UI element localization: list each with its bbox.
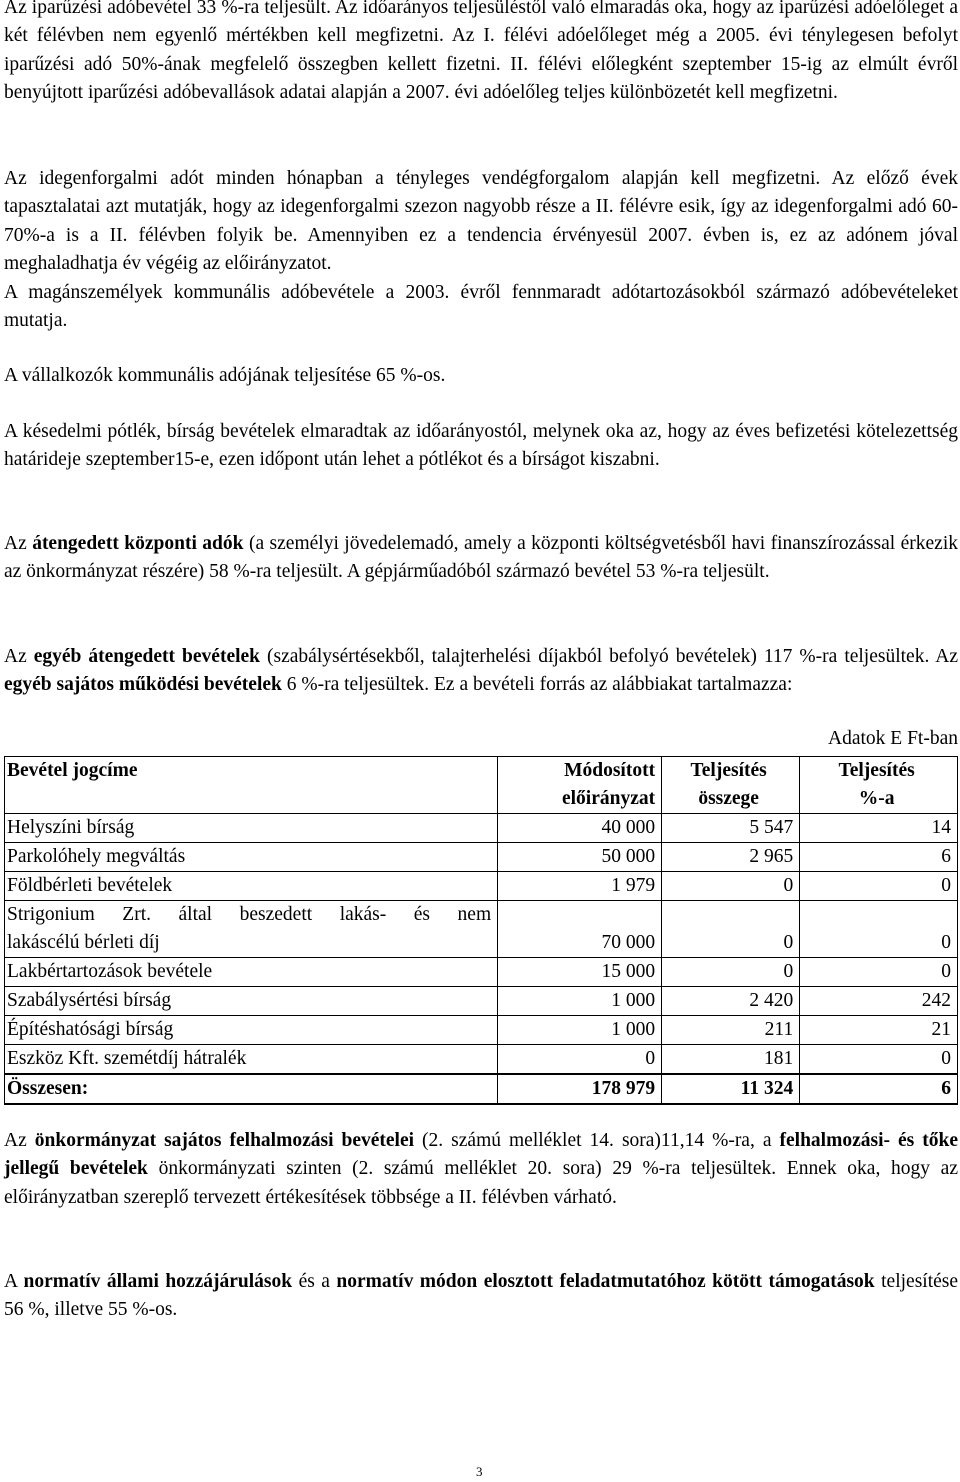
- paragraph-felhalmozasi-bevetelek: [4, 1127, 958, 1212]
- cell-percent: 6: [800, 843, 958, 872]
- cell-modified: 0: [498, 1045, 662, 1075]
- paragraph-text: Az: [4, 1130, 35, 1151]
- header-modositott-eloiranyzat: Módosított előirányzat: [498, 757, 662, 814]
- cell-modified: 1 979: [498, 872, 662, 901]
- paragraph-iparuzesi-ado: [4, 0, 958, 108]
- bold-term: átengedett központi adók: [32, 533, 244, 554]
- cell-actual: 0: [662, 872, 800, 901]
- table-row: [5, 901, 958, 958]
- cell-total-name: Összesen:: [5, 1074, 498, 1104]
- paragraph-kesedelmi-potlek: [4, 418, 958, 475]
- paragraph-text: A késedelmi pótlék, bírság bevételek elmaradtak az időarányostól, melynek oka az, hogy az éves befizetési kötelezettség határideje szeptember15-e, ezen időpont után lehet a pótlékot és a bírságot kiszabni.: [4, 421, 958, 471]
- cell-modified: 1 000: [498, 1016, 662, 1045]
- cell-name: Lakbértartozások bevétele: [5, 958, 498, 987]
- cell-percent: 0: [800, 901, 958, 958]
- cell-modified: 70 000: [498, 901, 662, 958]
- paragraph-text: Az: [4, 646, 34, 667]
- paragraph-text: (a személyi jövedelemadó, amely a központi költségvetésből havi finanszírozással érkezik az önkormányzat részére) 58 %-ra teljesült. A gépjárműadóból származó bevétel 53 %-ra teljesült.: [4, 533, 958, 583]
- paragraph-text: és a: [292, 1271, 337, 1292]
- paragraph-egyeb-bevetelek: [4, 643, 958, 700]
- cell-percent: 0: [800, 958, 958, 987]
- table-header-row: [5, 757, 958, 814]
- header-bevetel-jogcime: Bevétel jogcíme: [5, 757, 498, 814]
- paragraph-vallalkozok-kommunalis: [4, 362, 958, 390]
- paragraph-text: A: [4, 1271, 24, 1292]
- cell-name: Eszköz Kft. szemétdíj hátralék: [5, 1045, 498, 1075]
- cell-total-actual: 11 324: [662, 1074, 800, 1104]
- bold-term: normatív módon elosztott feladatmutatóhoz kötött támogatások: [336, 1271, 875, 1292]
- table-row: [5, 987, 958, 1016]
- table-row: [5, 1045, 958, 1075]
- cell-total-modified: 178 979: [498, 1074, 662, 1104]
- paragraph-normativ-hozzajarulasok: [4, 1268, 958, 1325]
- bold-term: felhalmozási- és tőke jellegű bevételek: [4, 1130, 958, 1180]
- paragraph-text: (szabálysértésekből, talajterhelési díjakból befolyó bevételek) 117 %-ra teljesültek. Az: [260, 646, 958, 667]
- table-row: [5, 958, 958, 987]
- cell-actual: 0: [662, 958, 800, 987]
- paragraph-text: Az: [4, 533, 33, 554]
- cell-actual: 0: [662, 901, 800, 958]
- header-teljesites-osszege: Teljesítés összege: [662, 757, 800, 814]
- paragraph-text: Az iparűzési adóbevétel 33 %-ra teljesült. Az időarányos teljesüléstől való elmaradás oka, hogy az iparűzési adóelőleget a két félévben nem egyenlő mértékben kell megfizetni. Az I. félévi adóelőleget még a 2005. évi ténylegesen befolyt iparűzési adó 50%-ának megfelelő összegben kellett fizetni. II. félévi előlegként szeptember 15-ig az elmúlt évről benyújtott iparűzési adóbevallások adatai alapján a 2007. évi adóelőleg teljes különbözetét kell megfizetni.: [4, 0, 958, 104]
- cell-actual: 2 420: [662, 987, 800, 1016]
- cell-modified: 50 000: [498, 843, 662, 872]
- table-row: [5, 872, 958, 901]
- cell-actual: 5 547: [662, 814, 800, 843]
- table-row: [5, 1016, 958, 1045]
- cell-name: Szabálysértési bírság: [5, 987, 498, 1016]
- header-teljesites-szazalek: Teljesítés %-a: [800, 757, 958, 814]
- cell-percent: 242: [800, 987, 958, 1016]
- paragraph-text: A vállalkozók kommunális adójának teljesítése 65 %-os.: [4, 365, 446, 386]
- cell-modified: 40 000: [498, 814, 662, 843]
- bold-term: önkormányzat sajátos felhalmozási bevételei: [34, 1130, 415, 1151]
- paragraph-text: Az idegenforgalmi adót minden hónapban a tényleges vendégforgalom alapján kell megfizetni. Az előző évek tapasztalatai azt mutatják, hogy az idegenforgalmi szezon nagyobb része a II. félévre esik, így az idegenforgalmi adó 60-70%-a is a II. félévben folyik be. Amennyiben ez a tendencia érvényesül 2007. évben is, ez az adónem jóval meghaladhatja év végéig az előirányzatot.: [4, 168, 958, 275]
- cell-actual: 181: [662, 1045, 800, 1075]
- paragraph-text: 6 %-ra teljesültek. Ez a bevételi forrás az alábbiakat tartalmazza:: [281, 674, 793, 696]
- cell-percent: 21: [800, 1016, 958, 1045]
- paragraph-idegenforgalmi-ado: [4, 165, 958, 335]
- cell-total-percent: 6: [800, 1074, 958, 1104]
- table-total-row: [5, 1074, 958, 1104]
- cell-name: Helyszíni bírság: [5, 814, 498, 843]
- paragraph-text: önkormányzati szinten (2. számú melléklet 20. sora) 29 %-ra teljesültek. Ennek oka, hogy az előirányzatban szereplő tervezett értékesítések többsége a II. félévben várható.: [4, 1158, 958, 1208]
- revenue-table: [4, 756, 958, 1105]
- page-number: 3: [476, 1464, 483, 1479]
- cell-modified: 15 000: [498, 958, 662, 987]
- cell-name: Földbérleti bevételek: [5, 872, 498, 901]
- table-unit-label: Adatok E Ft-ban: [828, 728, 958, 749]
- bold-term: egyéb átengedett bevételek: [33, 646, 261, 667]
- cell-actual: 2 965: [662, 843, 800, 872]
- cell-name: Strigonium Zrt. által beszedett lakás- és nem lakáscélú bérleti díj: [5, 901, 498, 958]
- paragraph-text: teljesítése 56 %, illetve 55 %-os.: [4, 1271, 959, 1321]
- cell-percent: 14: [800, 814, 958, 843]
- cell-percent: 0: [800, 1045, 958, 1075]
- cell-name: Parkolóhely megváltás: [5, 843, 498, 872]
- cell-percent: 0: [800, 872, 958, 901]
- bold-term: normatív állami hozzájárulások: [23, 1271, 293, 1292]
- cell-name: Építéshatósági bírság: [5, 1016, 498, 1045]
- table-row: [5, 843, 958, 872]
- cell-modified: 1 000: [498, 987, 662, 1016]
- table-row: [5, 814, 958, 843]
- paragraph-text: (2. számú melléklet 14. sora)11,14 %-ra, a: [414, 1130, 780, 1151]
- paragraph-text: A magánszemélyek kommunális adóbevétele a 2003. évről fennmaradt adótartozásokból származó adóbevételeket mutatja.: [4, 281, 958, 332]
- paragraph-atengedett-adok: [4, 530, 958, 587]
- bold-term: egyéb sajátos működési bevételek: [4, 674, 282, 696]
- cell-actual: 211: [662, 1016, 800, 1045]
